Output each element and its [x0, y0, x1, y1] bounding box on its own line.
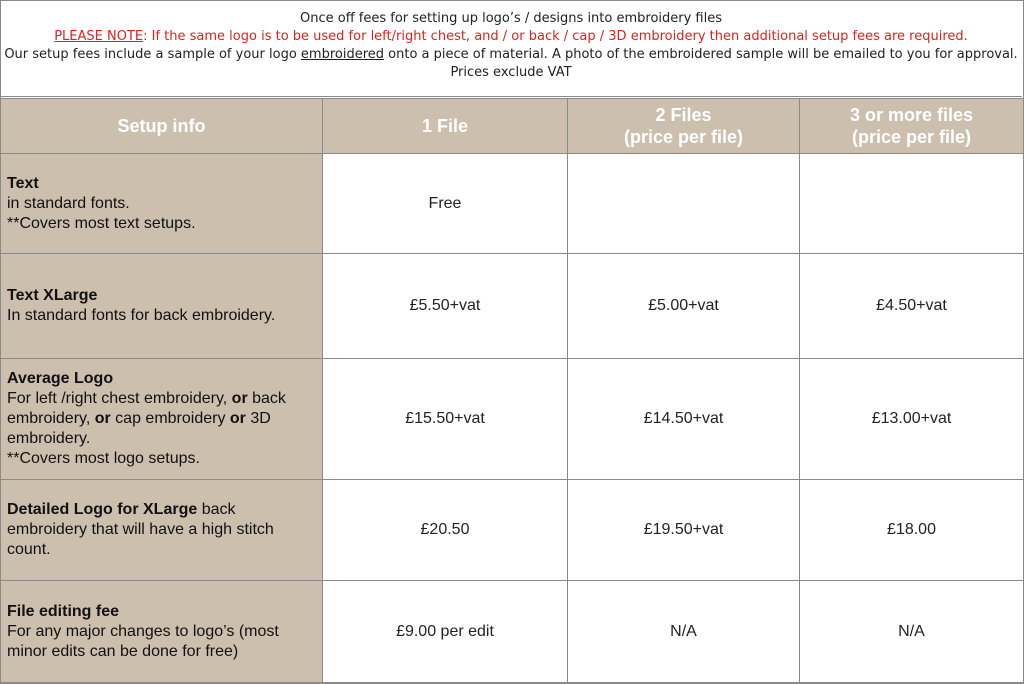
row-detailed-logo-info [1, 480, 323, 581]
row-desc: For any major changes to logo’s (most minor edits can be done for free) [7, 622, 279, 660]
notice-line-2 [0, 28, 1022, 46]
table-row [1, 480, 1024, 581]
row-note: **Covers most logo setups. [7, 450, 200, 467]
row-note: **Covers most text setups. [7, 214, 196, 232]
price-one-file: £20.50 [323, 480, 568, 581]
notice-line-1: Once off fees for setting up logo’s / designs into embroidery files [299, 11, 723, 26]
notice-embroidered-word: embroidered [300, 47, 385, 62]
row-desc-part: cap embroidery [110, 410, 230, 427]
notice-line-3-b: onto a piece of material. A photo of the embroidered sample will be emailed to you for approval. [384, 47, 1018, 62]
price-three-files: £13.00+vat [800, 359, 1024, 480]
header-three-files-title: 3 or more files [849, 105, 974, 125]
row-title: Text [7, 174, 39, 192]
price-one-file: £5.50+vat [323, 254, 568, 359]
row-desc-part: 3D embroidery. [7, 410, 271, 447]
table-row [1, 359, 1024, 480]
price-one-file: £9.00 per edit [323, 581, 568, 683]
setup-fees-table [0, 98, 1024, 683]
row-desc-part: For left /right chest embroidery, [7, 390, 232, 407]
header-two-files-sub: (price per file) [623, 127, 744, 147]
notice-line-3 [0, 46, 1022, 64]
row-desc: In standard fonts for back embroidery. [7, 307, 276, 324]
row-text-info [1, 154, 323, 254]
setup-notice [0, 0, 1022, 97]
or-word: or [231, 390, 248, 407]
row-desc: in standard fonts. [7, 194, 130, 212]
please-note-label: PLEASE NOTE [54, 29, 144, 44]
price-three-files [800, 154, 1024, 254]
header-three-files-sub: (price per file) [851, 127, 972, 147]
row-desc-part: back embroidery, [7, 390, 286, 427]
price-two-files: £19.50+vat [568, 480, 800, 581]
header-one-file: 1 File [323, 99, 568, 154]
row-average-logo-info [1, 359, 323, 480]
table-header-row [1, 99, 1024, 154]
price-two-files [568, 154, 800, 254]
row-title: Text XLarge [7, 287, 98, 304]
or-word: or [94, 410, 111, 427]
row-title: Detailed Logo for XLarge [7, 501, 198, 518]
header-setup-info: Setup info [1, 99, 323, 154]
or-word: or [229, 410, 246, 427]
row-desc: back embroidery that will have a high stitch count. [7, 501, 274, 558]
price-two-files: N/A [568, 581, 800, 683]
table-row [1, 254, 1024, 359]
price-one-file: £15.50+vat [323, 359, 568, 480]
table-row [1, 581, 1024, 683]
row-title: File editing fee [7, 602, 120, 620]
price-two-files: £14.50+vat [568, 359, 800, 480]
header-two-files-title: 2 Files [655, 105, 712, 125]
price-one-file: Free [323, 154, 568, 254]
price-three-files: N/A [800, 581, 1024, 683]
header-three-files [800, 99, 1024, 154]
row-text-xlarge-info [1, 254, 323, 359]
notice-vat-line: Prices exclude VAT [450, 65, 572, 80]
price-three-files: £4.50+vat [800, 254, 1024, 359]
row-title: Average Logo [7, 370, 114, 387]
header-two-files [568, 99, 800, 154]
row-file-editing-info [1, 581, 323, 683]
table-row [1, 154, 1024, 254]
price-three-files: £18.00 [800, 480, 1024, 581]
notice-line-3-a: Our setup fees include a sample of your logo [4, 47, 301, 62]
please-note-text: : If the same logo is to be used for left/right chest, and / or back / cap / 3D embroidery then additional setup fees are required. [143, 29, 968, 44]
price-two-files: £5.00+vat [568, 254, 800, 359]
